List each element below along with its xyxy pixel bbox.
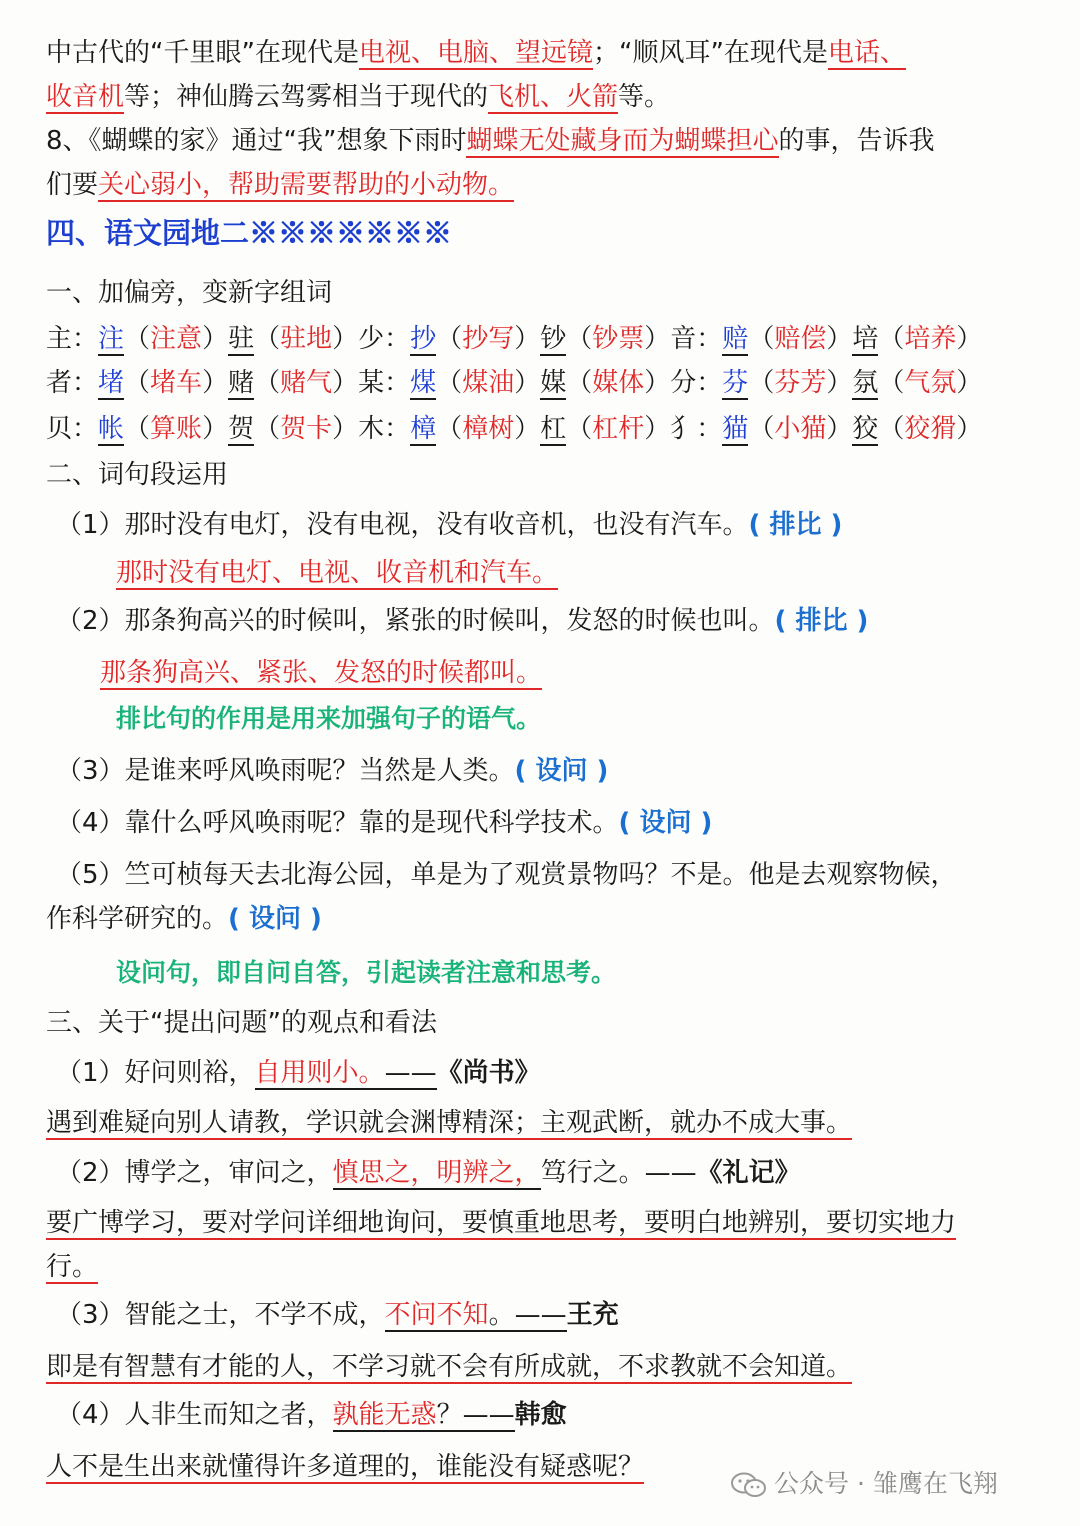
- radical-label: 某：: [358, 368, 411, 398]
- new-char: 赌: [228, 368, 255, 398]
- new-char: 抄: [410, 324, 437, 354]
- compound-word: 驻地: [280, 324, 333, 354]
- explanation-1: [46, 1106, 1080, 1140]
- radical-label: 分：: [670, 368, 723, 398]
- radical-label: 主：: [46, 324, 99, 354]
- compound-word: 贺卡: [280, 414, 333, 444]
- text: 中古代的“千里眼”在现代是: [46, 38, 359, 68]
- source: 王充: [566, 1300, 619, 1330]
- radical-label: 者：: [46, 368, 99, 398]
- paren: （: [436, 414, 463, 444]
- line-1: [46, 36, 1080, 70]
- new-char: 氛: [852, 368, 879, 398]
- note: 排比句的作用是用来加强句子的语气。: [116, 704, 542, 733]
- paren: （: [566, 368, 593, 398]
- question-text: 作科学研究的。: [46, 904, 229, 934]
- answer: 自用则小。: [254, 1058, 385, 1088]
- explanation: 即是有智慧有才能的人，不学习就不会有所成就，不求教就不会知道。: [46, 1352, 853, 1382]
- paren: ）: [956, 368, 983, 398]
- question-text: （2）那条狗高兴的时候叫，紧张的时候叫，发怒的时候也叫。: [56, 606, 775, 636]
- explanation-3: [46, 1350, 1080, 1384]
- answer-2: [100, 656, 1080, 690]
- paren: （: [566, 414, 593, 444]
- radical-row-2: [46, 366, 1080, 400]
- paren: ）: [644, 414, 671, 444]
- paren: （: [436, 324, 463, 354]
- text: 等；神仙腾云驾雾相当于现代的: [124, 82, 489, 112]
- paren: ）: [826, 324, 853, 354]
- paren: （: [254, 368, 281, 398]
- compound-word: 注意: [150, 324, 203, 354]
- answer: 关心弱小，帮助需要帮助的小动物。: [98, 170, 515, 200]
- answer: 电话、: [827, 38, 906, 68]
- explanation: 人不是生出来就懂得许多道理的，谁能没有疑惑呢？: [46, 1452, 645, 1482]
- paren: ）: [332, 324, 359, 354]
- paren: （: [566, 324, 593, 354]
- answer: 孰能无惑: [332, 1400, 437, 1430]
- proverb-4: [56, 1398, 1080, 1432]
- paren: ）: [514, 324, 541, 354]
- rhetoric-tag: ( 设问 ): [618, 808, 713, 838]
- proverb-text: （1）好问则裕，: [56, 1058, 255, 1088]
- source: 韩愈: [514, 1400, 567, 1430]
- dash: 。——: [488, 1300, 567, 1330]
- source: 《礼记》: [696, 1158, 801, 1188]
- new-char: 帐: [98, 414, 125, 444]
- proverb-1: [56, 1056, 1080, 1090]
- paren: （: [124, 368, 151, 398]
- answer: 不问不知: [384, 1300, 489, 1330]
- compound-word: 气氛: [904, 368, 957, 398]
- rhetoric-tag: ( 设问 ): [228, 904, 322, 934]
- answer: 收音机: [46, 82, 125, 112]
- source: 《尚书》: [436, 1058, 541, 1088]
- answer: 那时没有电灯、电视、收音机和汽车。: [116, 558, 559, 588]
- subsection-title: 二、词句段运用: [46, 460, 229, 490]
- paren: ）: [514, 414, 541, 444]
- radical-label: 音：: [670, 324, 723, 354]
- subsection-title: 一、加偏旁，变新字组词: [46, 278, 333, 308]
- radical-label: 少：: [358, 324, 411, 354]
- compound-word: 煤油: [462, 368, 515, 398]
- proverb-text: （4）人非生而知之者，: [56, 1400, 333, 1430]
- paren: （: [878, 414, 905, 444]
- new-char: 钞: [540, 324, 567, 354]
- question-4: [56, 806, 1080, 840]
- new-char: 杠: [540, 414, 567, 444]
- new-char: 驻: [228, 324, 255, 354]
- new-char: 芬: [722, 368, 749, 398]
- section-heading: 四、语文园地二※※※※※※※: [46, 216, 453, 250]
- line-3: [46, 124, 1080, 158]
- paren: （: [254, 414, 281, 444]
- explanation: 行。: [46, 1252, 99, 1282]
- watermark: [730, 1464, 998, 1500]
- paren: ）: [956, 414, 983, 444]
- paren: （: [878, 368, 905, 398]
- text: 等。: [618, 82, 671, 112]
- question-text: （4）靠什么呼风唤雨呢？靠的是现代科学技术。: [56, 808, 619, 838]
- new-char: 赔: [722, 324, 749, 354]
- proverb-2: [56, 1156, 1080, 1190]
- paren: （: [748, 368, 775, 398]
- new-char: 樟: [410, 414, 437, 444]
- answer: 电视、电脑、望远镜: [358, 38, 593, 68]
- radical-label: 贝：: [46, 414, 99, 444]
- proverb-text: 笃行之。——: [540, 1158, 697, 1188]
- compound-word: 小猫: [774, 414, 827, 444]
- text: ；“顺风耳”在现代是: [592, 38, 828, 68]
- text: 8、《蝴蝶的家》通过“我”想象下雨时: [46, 126, 467, 156]
- paren: （: [748, 324, 775, 354]
- dash: ？——: [436, 1400, 515, 1430]
- proverb-text: （2）博学之，审问之，: [56, 1158, 333, 1188]
- proverb-3: [56, 1298, 1080, 1332]
- answer: 那条狗高兴、紧张、发怒的时候都叫。: [100, 658, 543, 688]
- line-2: [46, 80, 1080, 114]
- compound-word: 媒体: [592, 368, 645, 398]
- question-text: （5）竺可桢每天去北海公园，单是为了观赏景物吗？不是。他是去观察物候，: [56, 860, 957, 890]
- new-char: 猫: [722, 414, 749, 444]
- paren: （: [124, 414, 151, 444]
- compound-word: 赌气: [280, 368, 333, 398]
- question-2: [56, 604, 1080, 638]
- question-1: [56, 508, 1080, 542]
- radical-row-3: [46, 412, 1080, 446]
- paren: （: [748, 414, 775, 444]
- radical-label: 木：: [358, 414, 411, 444]
- proverb-text: （3）智能之士，不学不成，: [56, 1300, 385, 1330]
- answer-1: [116, 556, 1080, 590]
- paren: （: [124, 324, 151, 354]
- compound-word: 堵车: [150, 368, 203, 398]
- new-char: 注: [98, 324, 125, 354]
- explanation: 遇到难疑向别人请教，学识就会渊博精深；主观武断，就办不成大事。: [46, 1108, 853, 1138]
- paren: ）: [332, 368, 359, 398]
- paren: ）: [202, 368, 229, 398]
- paren: （: [878, 324, 905, 354]
- answer: 慎思之，明辨之，: [332, 1158, 541, 1188]
- compound-word: 樟树: [462, 414, 515, 444]
- subsection-title: 三、关于“提出问题”的观点和看法: [46, 1008, 437, 1038]
- wechat-icon: [730, 1472, 768, 1498]
- paren: （: [254, 324, 281, 354]
- dash: ——: [384, 1058, 437, 1088]
- compound-word: 培养: [904, 324, 957, 354]
- new-char: 堵: [98, 368, 125, 398]
- paren: ）: [826, 414, 853, 444]
- rhetoric-tag: ( 排比 ): [748, 510, 843, 540]
- paren: ）: [332, 414, 359, 444]
- compound-word: 钞票: [592, 324, 645, 354]
- paren: ）: [202, 324, 229, 354]
- compound-word: 狡猾: [904, 414, 957, 444]
- new-char: 媒: [540, 368, 567, 398]
- paren: ）: [644, 324, 671, 354]
- explanation-2: [46, 1206, 1080, 1240]
- text: 们要: [46, 170, 99, 200]
- question-3: [56, 754, 1080, 788]
- explanation: 要广博学习，要对学问详细地询问，要慎重地思考，要明白地辨别，要切实地力: [46, 1208, 957, 1238]
- paren: ）: [956, 324, 983, 354]
- new-char: 贺: [228, 414, 255, 444]
- paren: ）: [644, 368, 671, 398]
- radical-row-1: [46, 322, 1080, 356]
- text: 的事，告诉我: [778, 126, 935, 156]
- compound-word: 杠杆: [592, 414, 645, 444]
- paren: ）: [202, 414, 229, 444]
- question-text: （3）是谁来呼风唤雨呢？当然是人类。: [56, 756, 515, 786]
- note: 设问句，即自问自答，引起读者注意和思考。: [116, 958, 617, 987]
- question-5-cont: [46, 902, 1080, 936]
- radical-label: 犭：: [670, 414, 723, 444]
- rhetoric-tag: ( 设问 ): [514, 756, 609, 786]
- compound-word: 赔偿: [774, 324, 827, 354]
- compound-word: 芬芳: [774, 368, 827, 398]
- rhetoric-tag: ( 排比 ): [774, 606, 869, 636]
- question-text: （1）那时没有电灯，没有电视，没有收音机，也没有汽车。: [56, 510, 749, 540]
- new-char: 狡: [852, 414, 879, 444]
- answer: 蝴蝶无处藏身而为蝴蝶担心: [466, 126, 779, 156]
- question-5: [56, 858, 1080, 892]
- paren: ）: [826, 368, 853, 398]
- line-4: [46, 168, 1080, 202]
- explanation-2-cont: [46, 1250, 1080, 1284]
- compound-word: 抄写: [462, 324, 515, 354]
- new-char: 培: [852, 324, 879, 354]
- compound-word: 算账: [150, 414, 203, 444]
- paren: ）: [514, 368, 541, 398]
- answer: 飞机、火箭: [488, 82, 619, 112]
- watermark-text: 公众号 · 雏鹰在飞翔: [774, 1469, 998, 1498]
- paren: （: [436, 368, 463, 398]
- new-char: 煤: [410, 368, 437, 398]
